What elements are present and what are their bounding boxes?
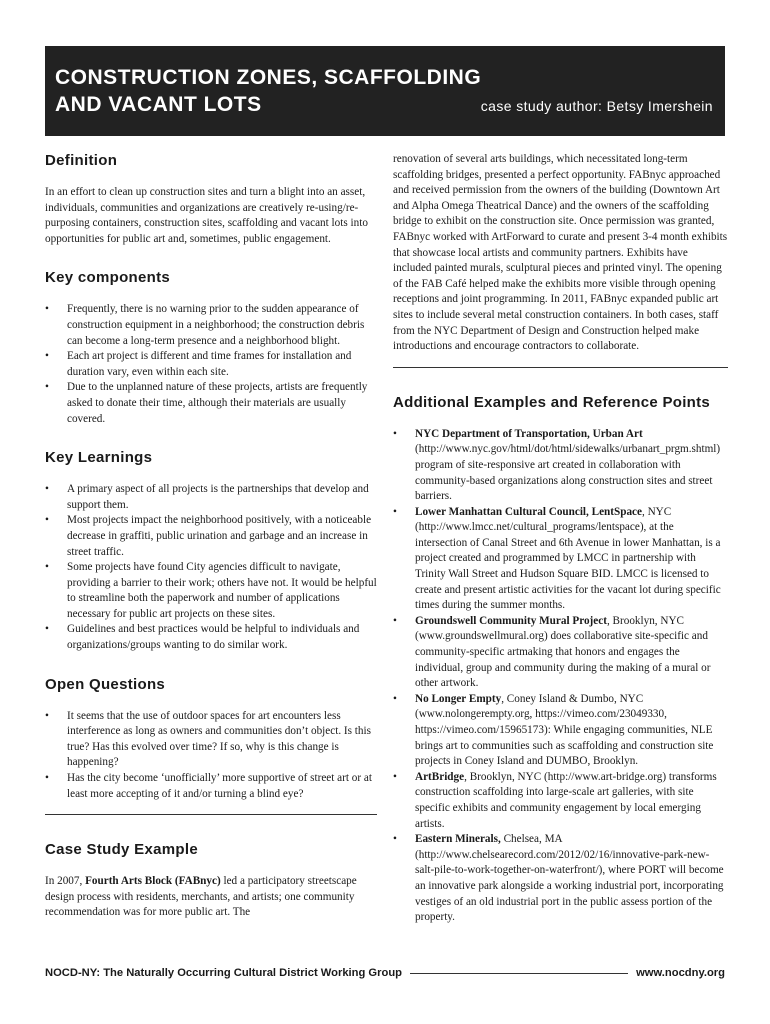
list-item [393, 614, 728, 692]
list-item: • It seems that the use of outdoor spaces for art encounters less interference as long as owners and communities don’t object. Is this true? Has this evolved over time? If so, why is this change is happening? [45, 709, 377, 771]
case-study-heading: Case Study Example [45, 841, 198, 859]
author-credit: case study author: Betsy Imershein [480, 98, 713, 114]
page-title [55, 64, 481, 118]
list-item [393, 505, 728, 614]
list-item: • Most projects impact the neighborhood positively, with a noticeable decrease in graffiti, public urination and garbage and an increase in street traffic. [45, 513, 377, 560]
list-item: • Guidelines and best practices would be helpful to individuals and organizations/groups wanting to do similar work. [45, 622, 377, 653]
list-item: • Has the city become ‘unofficially’ more supportive of street art or at least more accepting of it and/or turning a blind eye? [45, 771, 377, 802]
case-study-intro [45, 874, 377, 921]
example-name: Lower Manhattan Cultural Council, LentSpace [415, 505, 642, 518]
list-item [393, 832, 728, 926]
list-item: • Frequently, there is no warning prior to the sudden appearance of construction equipment in a neighborhood; the construction debris can become a long-term presence and a neighborhood blight. [45, 302, 377, 349]
key-learnings-heading: Key Learnings [45, 449, 153, 467]
example-name: ArtBridge [415, 770, 465, 783]
additional-examples-heading: Additional Examples and Reference Points [393, 393, 711, 411]
section-divider [45, 814, 377, 815]
example-name: Eastern Minerals, [415, 833, 501, 846]
left-column [45, 152, 377, 921]
definition-heading: Definition [45, 152, 118, 169]
example-text: , Brooklyn, NYC (www.groundswellmural.org) does collaborative site-specific and community-specific artmaking that honors and engages the individual, group and community during the making of a mural or other artwork. [415, 614, 711, 690]
list-item: • Some projects have found City agencies difficult to navigate, providing a barrier to their work; others have not. It would be helpful to streamline both the paperwork and number of applications necessary for public art projects on these sites. [45, 560, 377, 622]
title-line-2: AND VACANT LOTS [55, 93, 262, 116]
definition-text: In an effort to clean up construction sites and turn a blight into an asset, individuals, communities and organizations are creatively re-using/re-purposing containers, construction sites, scaffolding and vacant lots into opportunities for public art and, sometimes, public engagement. [45, 186, 368, 245]
footer [45, 967, 725, 979]
key-components-heading: Key components [45, 269, 171, 287]
list-item: • A primary aspect of all projects is the partnerships that develop and support them. [45, 482, 377, 513]
example-text: (http://www.nyc.gov/html/dot/html/sidewalks/urbanart_prgm.shtml) program of site-responsive art created in collaboration with community-based organizations along construction sites and street barriers. [415, 443, 721, 503]
case-study-section [45, 841, 377, 921]
definition-section [45, 152, 377, 247]
example-text: Chelsea, MA (http://www.chelsearecord.com/2012/02/16/innovative-park-new-salt-pile-to-work-together-on-waterfront/), where PORT will become an innovative park alongside a working industrial port, incorporating vestiges of an old industrial port in the public assess portion of the property. [415, 833, 724, 924]
header-band [45, 46, 725, 136]
list-item: • Due to the unplanned nature of these projects, artists are frequently asked to donate their time, although their materials are usually covered. [45, 380, 377, 427]
open-questions-list [45, 709, 377, 803]
additional-examples-section [393, 394, 728, 926]
key-components-list [45, 302, 377, 427]
key-learnings-list [45, 482, 377, 654]
title-line-1: CONSTRUCTION ZONES, SCAFFOLDING [55, 66, 482, 89]
additional-examples-list [393, 427, 728, 926]
list-item [393, 770, 728, 832]
case-study-org-name: Fourth Arts Block (FABnyc) [85, 875, 221, 888]
example-text: , Coney Island & Dumbo, NYC (www.nolongerempty.org, https://vimeo.com/23049330, https://vimeo.com/15965173): While engaging communities, NLE brings art to communities such as scaffolding and construction site projects in Coney Island and DUMBO, Brooklyn. [415, 692, 714, 768]
example-name: NYC Department of Transportation, Urban Art [415, 427, 643, 440]
footer-rule [410, 973, 628, 974]
footer-website: www.nocdny.org [636, 967, 725, 979]
open-questions-section [45, 676, 377, 803]
example-name: No Longer Empty [415, 692, 502, 705]
footer-org-name: NOCD-NY: The Naturally Occurring Cultural District Working Group [45, 967, 402, 979]
key-learnings-section [45, 449, 377, 654]
section-divider [393, 367, 728, 368]
example-name: Groundswell Community Mural Project [415, 614, 607, 627]
list-item: • Each art project is different and time frames for installation and duration vary, even within each site. [45, 349, 377, 380]
case-study-intro-post: led a participatory streetscape design process with residents, merchants, and artists; one community recommendation was for more public art. The [45, 875, 357, 919]
example-text: , Brooklyn, NYC (http://www.art-bridge.org) transforms construction scaffolding into large-scale art galleries, with site specific exhibits and community engagement by local emerging artists. [415, 770, 717, 830]
right-column [393, 152, 728, 926]
open-questions-heading: Open Questions [45, 675, 166, 693]
list-item [393, 692, 728, 770]
case-study-intro-pre: In 2007, [45, 875, 86, 888]
key-components-section [45, 269, 377, 427]
example-text: , NYC (http://www.lmcc.net/cultural_programs/lentspace), at the intersection of Canal Street and 6th Avenue in lower Manhattan, is a project created and programmed by LMCC in partnership with Trinity Wall Street and Hudson Square BID. LMCC is licensed to create and present artistic activities for the vacant lot during specific times during the summer months. [415, 505, 721, 612]
list-item [393, 427, 728, 505]
case-study-continued: renovation of several arts buildings, which necessitated long-term scaffolding bridges, presented a perfect opportunity. FABnyc approached and received permission from the owners of the building (Downtown Art and Alpha Omega Theatrical Dance) and the owners of the scaffolding bridge to exhibit on the construction site. Once permission was granted, FABnyc worked with ArtForward to curate and present 3-4 month exhibits that showcase local artists and community partners. Exhibits have included painted murals, sculptural pieces and printed vinyl. The opening of the FAB Café helped make the exhibits more visible through opening receptions and joint programming. In 2011, FABnyc expanded public art sites to include several metal construction containers. In both cases, staff from the NYC Department of Design and Construction helped make introductions and encourage contractors to collaborate. [393, 153, 728, 353]
